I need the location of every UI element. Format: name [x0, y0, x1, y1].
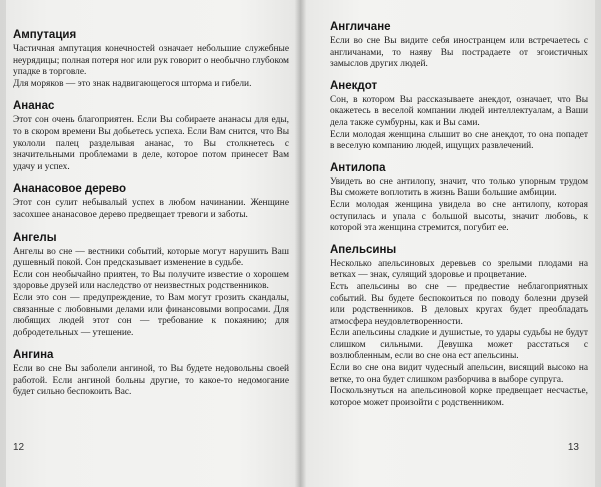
- entry-anecdote: [330, 79, 588, 153]
- entry-paragraph: Сон, в котором Вы рассказываете анекдот, означает, что Вы окажетесь в веселой компании людей интеллектуалам, а Ваши дела также сумбурны, как и Вы сами.: [330, 94, 588, 128]
- entry-paragraph: Для моряков — это знак надвигающегося шторма и гибели.: [13, 78, 252, 89]
- entry-title: Ананас: [13, 100, 55, 113]
- entry-paragraph: Если во сне Вы заболели ангиной, то Вы будете недовольны своей работой. Если ангиной больны другие, то какое-то недомогание будет сильно беспокоить Вас.: [13, 364, 289, 398]
- entry-paragraph: Этот сон очень благоприятен. Если Вы собираете ананасы для еды, то в скором времени Вы добьетесь успеха. Если Вам снится, что Вы укололи палец разделывая ананас, то Вы столкнетесь с значительными проблемами в деле, которое потом принесет Вам удачу и успех.: [13, 115, 289, 172]
- entry-paragraph: Если во сне Вы видите себя иностранцем или встречаетесь с англичанами, то наяву Вы пострадаете от эгоистичных замыслов других людей.: [330, 36, 588, 70]
- entry-title: Ананасовое дерево: [13, 183, 127, 196]
- entry-pineapple-tree: [13, 182, 289, 221]
- entry-englishmen: [330, 20, 588, 71]
- left-page-column: [13, 28, 289, 408]
- entry-title: Ангина: [13, 349, 54, 362]
- entry-title: Англичане: [330, 21, 391, 33]
- page-number: 13: [567, 442, 579, 453]
- entry-title: Апельсины: [330, 243, 397, 256]
- entry-paragraph: Частичная ампутация конечностей означает небольшие служебные неурядицы; полная потеря ног или рук говорит о необычно глубоком упадке в торговле.: [13, 44, 289, 78]
- page-number: 12: [13, 442, 25, 453]
- entry-pineapple: [13, 99, 289, 173]
- entry-paragraph: Если сон необычайно приятен, то Вы получите известие о хорошем здоровье друзей или наследство от неизвестных родственников.: [13, 269, 289, 292]
- entry-title: Ампутация: [13, 29, 77, 41]
- entry-paragraph: Ангелы во сне — вестники событий, которые могут нарушить Ваш душевный покой. Сон предсказывает изменение в судьбе.: [13, 246, 289, 269]
- right-page: [301, 0, 601, 487]
- entry-paragraph: Если апельсины сладкие и душистые, то удары судьбы не будут слишком сильными. Девушка может расстаться с возлюбленным, если во сне она ест апельсины.: [330, 328, 588, 362]
- entry-antelope: [330, 161, 588, 235]
- entry-paragraph: Есть апельсины во сне — предвестие неблагоприятных событий. Вы будете беспокоиться по поводу болезни друзей или родственников. В деловых кругах будет преобладать атмосфера неудовлетворенности.: [330, 281, 588, 327]
- entry-paragraph: Увидеть во сне антилопу, значит, что только упорным трудом Вы сможете воплотить в жизнь Ваши большие амбиции.: [330, 176, 588, 199]
- entry-title: Ангелы: [13, 231, 57, 244]
- left-page: [0, 0, 300, 487]
- right-page-column: [330, 20, 588, 417]
- entry-angina: [13, 348, 289, 399]
- entry-paragraph: Если это сон — предупреждение, то Вам могут грозить скандалы, связанные с любовными делами или финансовыми вопросами. Для любящих людей этот сон — требование к покаянию; для добродетельных — утешение.: [13, 292, 289, 338]
- entry-title: Антилопа: [330, 161, 386, 174]
- entry-angels: [13, 231, 289, 340]
- entry-amputation: [13, 28, 289, 90]
- entry-paragraph: Несколько апельсиновых деревьев со зрелыми плодами на ветках — знак, сулящий здоровье и процветание.: [330, 258, 588, 281]
- entry-paragraph: Этот сон сулит небывалый успех в любом начинании. Женщине засохшее ананасовое дерево предвещает тревоги и заботы.: [13, 198, 289, 220]
- entry-paragraph: Если во сне она видит чудесный апельсин, висящий высоко на ветке, то она будет слишком разборчива в выборе супруга.: [330, 363, 588, 385]
- entry-paragraph: Поскользнуться на апельсиновой корке предвещает несчастье, которое может произойти с родственником.: [330, 386, 588, 408]
- entry-oranges: [330, 243, 588, 410]
- entry-paragraph: Если молодая женщина слышит во сне анекдот, то она попадет в веселую компанию людей, ищущих развлечений.: [330, 129, 588, 152]
- entry-paragraph: Если молодая женщина увидела во сне антилопу, которая оступилась и упала с большой высоты, значит любовь, к которой эта женщина стремится, погубит ее.: [330, 199, 588, 234]
- entry-title: Анекдот: [330, 79, 378, 92]
